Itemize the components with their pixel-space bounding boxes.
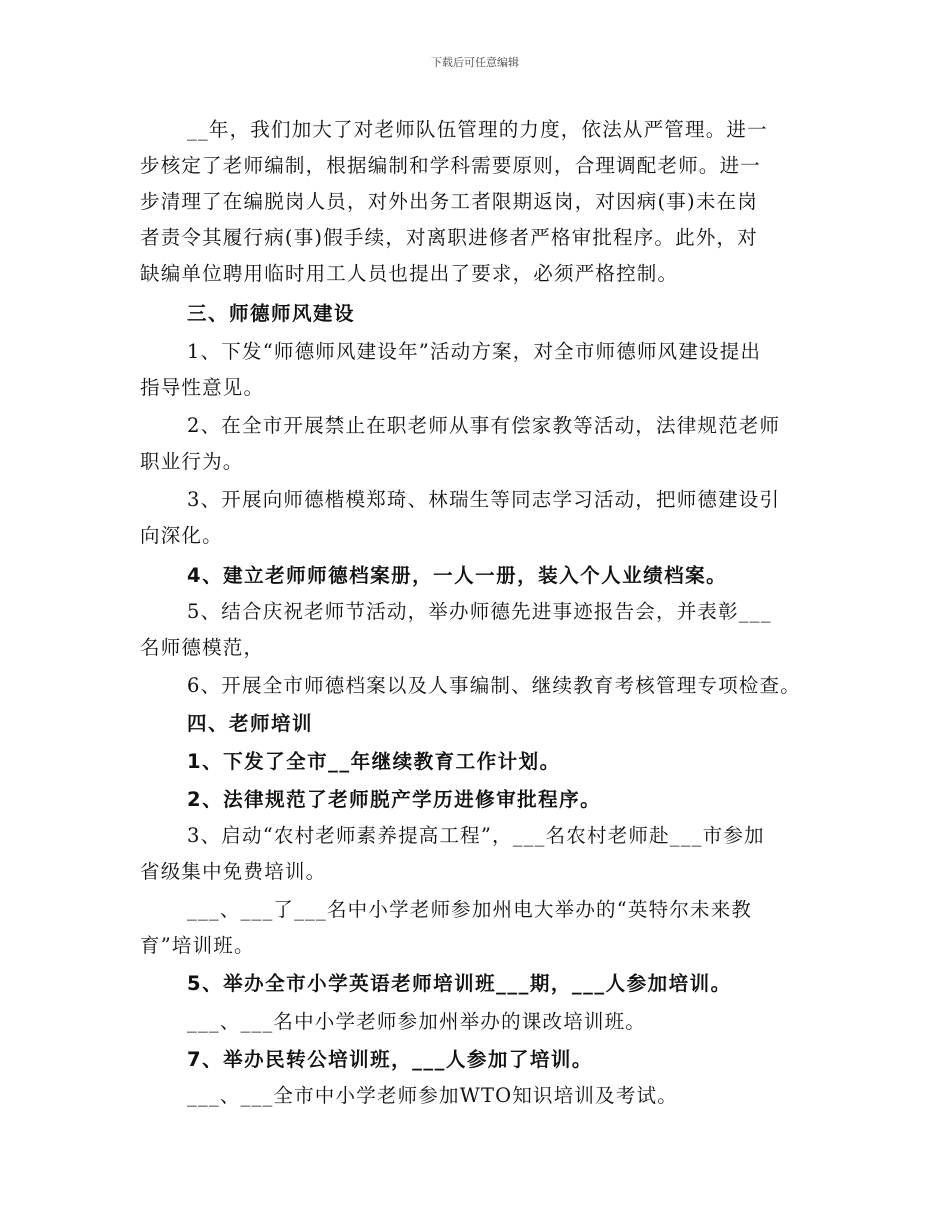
paragraph-line: ___、___名中小学老师参加州举办的课改培训班。 — [187, 1010, 647, 1033]
paragraph-line: 5、结合庆祝老师节活动，举办师德先进事迹报告会，并表彰___ — [187, 600, 772, 623]
paragraph-line: 1、下发“师德师风建设年”活动方案，对全市师德师风建设提出 — [187, 340, 762, 363]
paragraph-line: __年，我们加大了对老师队伍管理的力度，依法从严管理。进一 — [187, 118, 768, 141]
bold-item: 7、举办民转公培训班，___人参加了培训。 — [187, 1048, 593, 1071]
paragraph-line: 名师德模范， — [140, 636, 265, 659]
paragraph-line: 者责令其履行病(事)假手续，对离职进修者严格审批程序。此外，对 — [140, 226, 758, 249]
paragraph-line: ___、___了___名中小学老师参加州电大举办的“英特尔未来教 — [187, 898, 753, 921]
paragraph-line: 步清理了在编脱岗人员，对外出务工者限期返岗，对因病(事)未在岗 — [140, 190, 758, 213]
paragraph-line: 6、开展全市师德档案以及人事编制、继续教育考核管理专项检查。 — [187, 674, 801, 697]
bold-item: 4、建立老师师德档案册，一人一册，装入个人业绩档案。 — [187, 564, 728, 587]
bold-item: 2、法律规范了老师脱产学历进修审批程序。 — [187, 788, 602, 811]
paragraph-line: 3、启动“农村老师素养提高工程”，___名农村老师赴___市参加 — [187, 824, 765, 847]
section-heading: 三、师德师风建设 — [187, 302, 356, 325]
paragraph-line: 向深化。 — [140, 524, 223, 547]
paragraph-line: 步核定了老师编制，根据编制和学科需要原则，合理调配老师。进一 — [140, 154, 762, 177]
section-heading: 四、老师培训 — [187, 712, 314, 735]
paragraph-line: 职业行为。 — [140, 450, 244, 473]
paragraph-line: 缺编单位聘用临时用工人员也提出了要求，必须严格控制。 — [140, 262, 679, 285]
paragraph-line: ___、___全市中小学老师参加WTO知识培训及考试。 — [187, 1084, 678, 1107]
bold-item: 5、举办全市小学英语老师培训班___期，___人参加培训。 — [187, 972, 732, 995]
paragraph-line: 指导性意见。 — [140, 376, 265, 399]
paragraph-line: 省级集中免费培训。 — [140, 860, 327, 883]
paragraph-line: 育”培训班。 — [140, 934, 255, 957]
paragraph-line: 3、开展向师德楷模郑琦、林瑞生等同志学习活动，把师德建设引 — [187, 488, 781, 511]
paragraph-line: 2、在全市开展禁止在职老师从事有偿家教等活动，法律规范老师 — [187, 414, 781, 437]
page-header: 下载后可任意编辑 — [431, 56, 519, 69]
bold-item: 1、下发了全市__年继续教育工作计划。 — [187, 750, 561, 773]
